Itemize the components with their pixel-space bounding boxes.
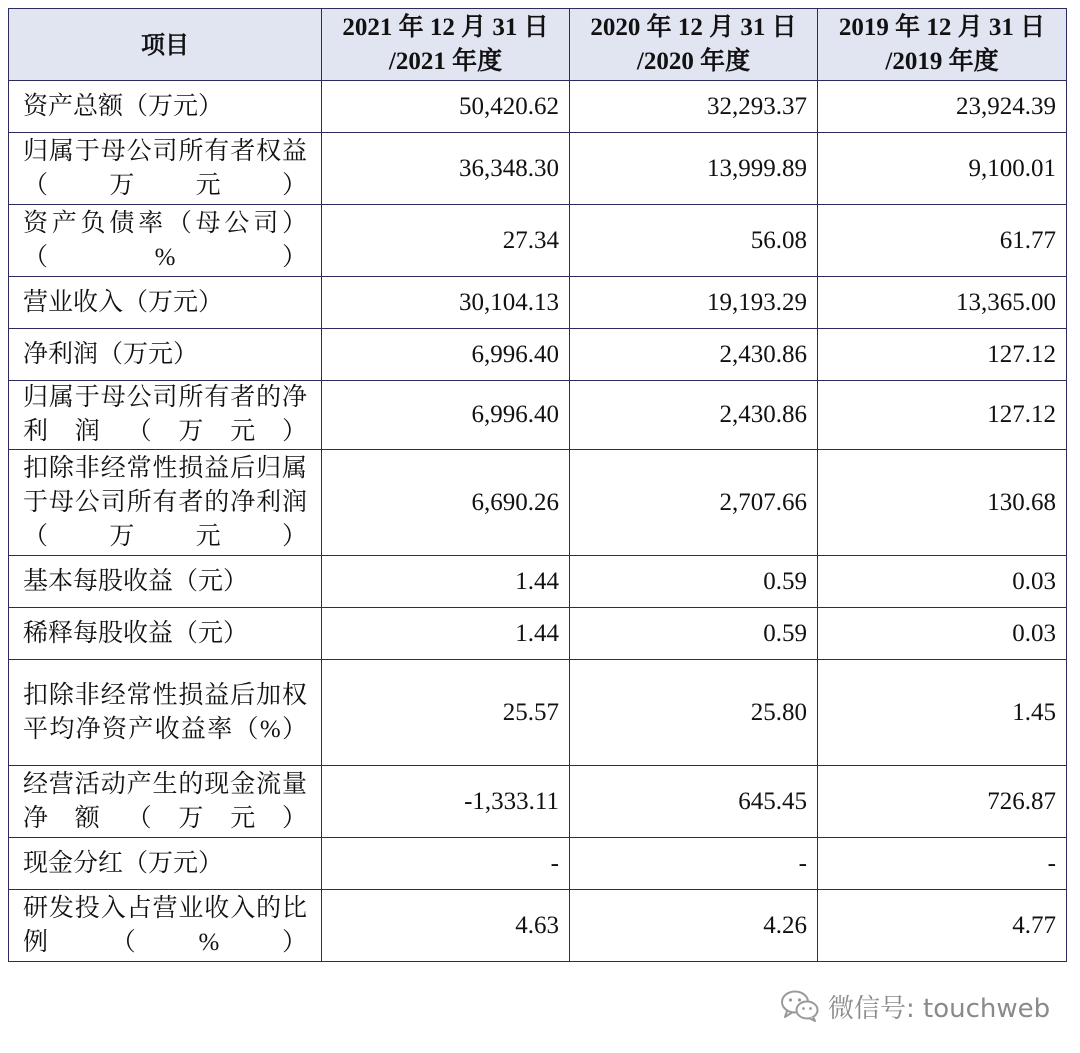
value-2019: 61.77 xyxy=(818,205,1067,277)
value-2021: 30,104.13 xyxy=(322,277,570,329)
table-row xyxy=(9,381,1067,450)
table-row xyxy=(9,277,1067,329)
table-row xyxy=(9,450,1067,556)
value-2019: 9,100.01 xyxy=(818,133,1067,205)
header-2020-text: 2020 年 12 月 31 日 /2020 年度 xyxy=(590,13,797,75)
value-2020: 645.45 xyxy=(570,766,818,838)
value-2020: 32,293.37 xyxy=(570,81,818,133)
value-2020: 0.59 xyxy=(570,608,818,660)
value-2019: 23,924.39 xyxy=(818,81,1067,133)
value-2019: 1.45 xyxy=(818,660,1067,766)
header-2021 xyxy=(322,9,570,81)
value-2021: 25.57 xyxy=(322,660,570,766)
table-header-row xyxy=(9,9,1067,81)
value-2020: 2,707.66 xyxy=(570,450,818,556)
value-2021: 50,420.62 xyxy=(322,81,570,133)
value-2020: 56.08 xyxy=(570,205,818,277)
value-2020: 19,193.29 xyxy=(570,277,818,329)
value-2021: 1.44 xyxy=(322,556,570,608)
value-2020: 0.59 xyxy=(570,556,818,608)
row-label: 稀释每股收益（元） xyxy=(9,608,322,660)
value-2019: 726.87 xyxy=(818,766,1067,838)
row-label: 扣除非经常性损益后加权平均净资产收益率（%） xyxy=(9,660,322,766)
value-2019: 0.03 xyxy=(818,608,1067,660)
row-label: 经营活动产生的现金流量净额（万元） xyxy=(9,766,322,838)
value-2021: 36,348.30 xyxy=(322,133,570,205)
row-label: 归属于母公司所有者的净利润（万元） xyxy=(9,381,322,450)
value-2019: 127.12 xyxy=(818,381,1067,450)
value-2021: 27.34 xyxy=(322,205,570,277)
value-2021: 4.63 xyxy=(322,890,570,962)
table-row xyxy=(9,608,1067,660)
row-label: 归属于母公司所有者权益（万元） xyxy=(9,133,322,205)
value-2020: 4.26 xyxy=(570,890,818,962)
value-2019: 13,365.00 xyxy=(818,277,1067,329)
table-row xyxy=(9,133,1067,205)
value-2020: 25.80 xyxy=(570,660,818,766)
value-2019: 127.12 xyxy=(818,329,1067,381)
header-2020 xyxy=(570,9,818,81)
row-label: 营业收入（万元） xyxy=(9,277,322,329)
value-2020: - xyxy=(570,838,818,890)
value-2019: 130.68 xyxy=(818,450,1067,556)
value-2021: -1,333.11 xyxy=(322,766,570,838)
row-label: 净利润（万元） xyxy=(9,329,322,381)
watermark-text: 微信号: touchweb xyxy=(828,993,1051,1024)
value-2020: 2,430.86 xyxy=(570,329,818,381)
value-2020: 2,430.86 xyxy=(570,381,818,450)
table-row xyxy=(9,556,1067,608)
value-2021: 6,996.40 xyxy=(322,329,570,381)
table-row xyxy=(9,205,1067,277)
value-2019: - xyxy=(818,838,1067,890)
financial-data-table xyxy=(8,8,1067,962)
header-2021-text: 2021 年 12 月 31 日 /2021 年度 xyxy=(342,13,549,75)
wechat-icon xyxy=(780,989,820,1023)
table-row xyxy=(9,329,1067,381)
value-2021: 6,996.40 xyxy=(322,381,570,450)
header-2019 xyxy=(818,9,1067,81)
wechat-watermark xyxy=(780,986,1050,1026)
table-row xyxy=(9,660,1067,766)
value-2021: - xyxy=(322,838,570,890)
row-label: 基本每股收益（元） xyxy=(9,556,322,608)
table-row xyxy=(9,81,1067,133)
value-2020: 13,999.89 xyxy=(570,133,818,205)
value-2019: 4.77 xyxy=(818,890,1067,962)
value-2021: 1.44 xyxy=(322,608,570,660)
value-2019: 0.03 xyxy=(818,556,1067,608)
row-label: 资产负债率（母公司）（%） xyxy=(9,205,322,277)
table-row xyxy=(9,838,1067,890)
value-2021: 6,690.26 xyxy=(322,450,570,556)
row-label: 研发投入占营业收入的比例（%） xyxy=(9,890,322,962)
header-2019-text: 2019 年 12 月 31 日 /2019 年度 xyxy=(838,13,1046,75)
row-label: 扣除非经常性损益后归属于母公司所有者的净利润（万元） xyxy=(9,450,322,556)
row-label: 现金分红（万元） xyxy=(9,838,322,890)
header-item: 项目 xyxy=(9,9,322,81)
row-label: 资产总额（万元） xyxy=(9,81,322,133)
table-row xyxy=(9,766,1067,838)
table-row xyxy=(9,890,1067,962)
